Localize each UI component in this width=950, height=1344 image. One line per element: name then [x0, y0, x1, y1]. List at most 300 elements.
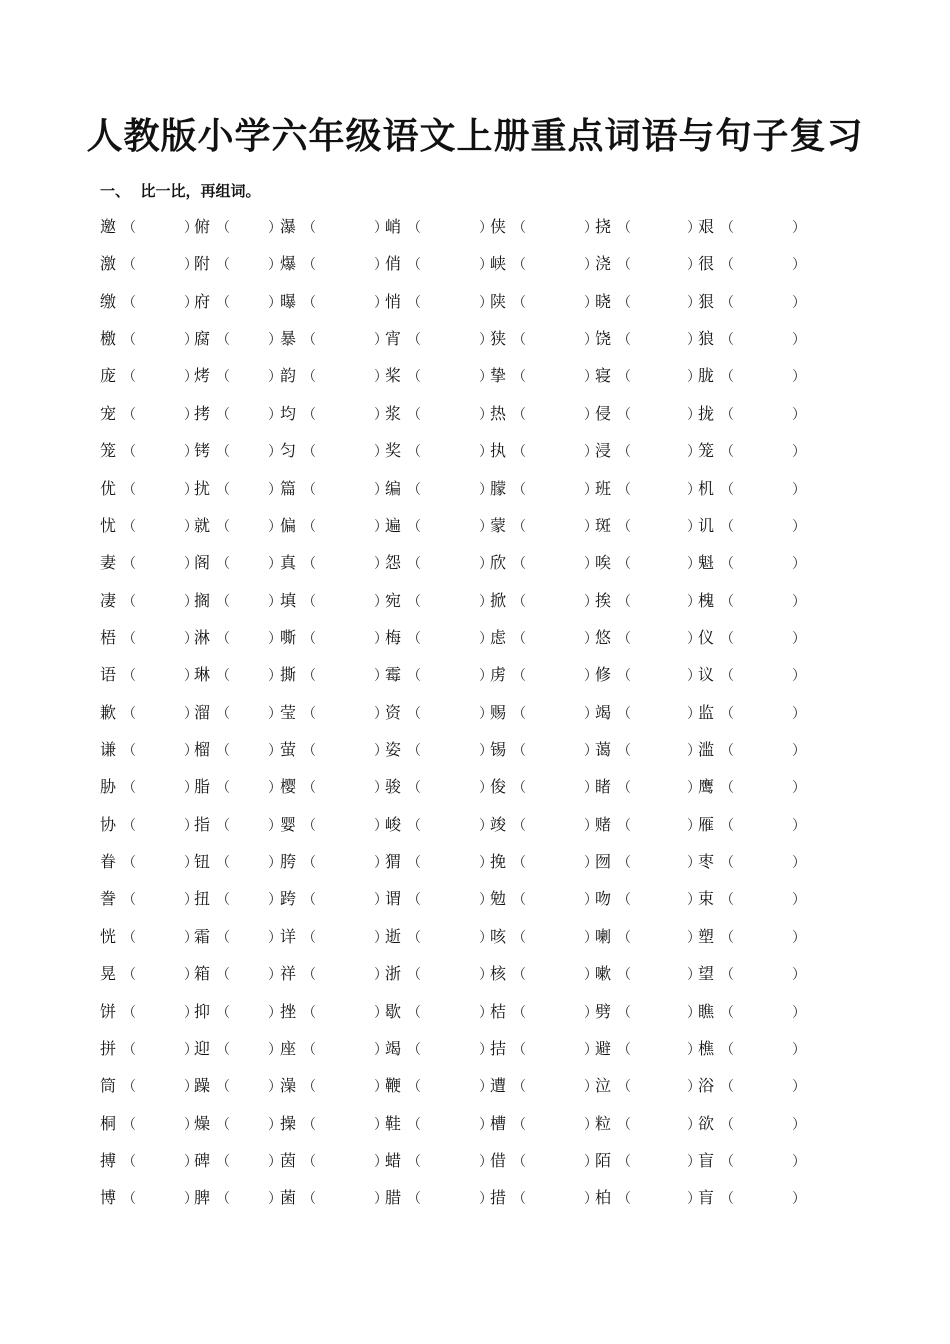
open-paren: （	[617, 518, 631, 535]
character: 鞭	[385, 1076, 402, 1096]
open-paren: （	[617, 257, 631, 274]
word-cell	[698, 363, 806, 389]
word-cell	[280, 849, 388, 875]
word-cell	[100, 401, 198, 427]
character: 偏	[280, 515, 297, 535]
close-paren: ）	[687, 967, 701, 984]
open-paren: （	[720, 556, 734, 573]
open-paren: （	[122, 1079, 136, 1096]
close-paren: ）	[792, 1004, 806, 1021]
section-heading: 一、 比一比，再组词。	[100, 182, 261, 200]
character: 就	[194, 515, 211, 535]
character: 协	[100, 814, 117, 834]
word-cell	[490, 1148, 598, 1174]
close-paren: ）	[374, 1116, 388, 1133]
character: 霉	[385, 665, 402, 685]
open-paren: （	[407, 518, 421, 535]
character: 遭	[490, 1076, 507, 1096]
open-paren: （	[122, 444, 136, 461]
open-paren: （	[512, 1041, 526, 1058]
open-paren: （	[720, 481, 734, 498]
character: 激	[100, 254, 117, 274]
character: 槽	[490, 1113, 507, 1133]
character: 歇	[385, 1001, 402, 1021]
open-paren: （	[512, 257, 526, 274]
open-paren: （	[122, 929, 136, 946]
open-paren: （	[617, 332, 631, 349]
close-paren: ）	[792, 332, 806, 349]
character: 钮	[194, 852, 211, 872]
close-paren: ）	[687, 705, 701, 722]
character: 奖	[385, 441, 402, 461]
character: 盲	[698, 1150, 715, 1170]
word-cell	[385, 289, 493, 315]
character: 语	[100, 665, 117, 685]
open-paren: （	[512, 929, 526, 946]
close-paren: ）	[184, 481, 198, 498]
character: 滥	[698, 740, 715, 760]
open-paren: （	[617, 444, 631, 461]
word-cell	[100, 214, 198, 240]
close-paren: ）	[479, 929, 493, 946]
close-paren: ）	[584, 1191, 598, 1208]
character: 桔	[490, 1001, 507, 1021]
word-cell	[595, 1073, 701, 1099]
close-paren: ）	[268, 406, 282, 423]
word-cell	[194, 476, 282, 502]
close-paren: ）	[268, 892, 282, 909]
character: 吻	[595, 889, 612, 909]
word-row	[100, 251, 820, 288]
close-paren: ）	[184, 1116, 198, 1133]
character: 措	[490, 1188, 507, 1208]
character: 资	[385, 702, 402, 722]
character: 歉	[100, 702, 117, 722]
open-paren: （	[407, 220, 421, 236]
close-paren: ）	[687, 780, 701, 797]
word-cell	[595, 1185, 701, 1211]
character: 曝	[280, 291, 297, 311]
open-paren: （	[302, 294, 316, 311]
character: 柏	[595, 1188, 612, 1208]
close-paren: ）	[584, 1153, 598, 1170]
character: 编	[385, 478, 402, 498]
character: 嘶	[280, 627, 297, 647]
word-row	[100, 1111, 820, 1148]
open-paren: （	[617, 855, 631, 872]
character-comparison-grid	[100, 214, 820, 1223]
word-cell	[385, 737, 493, 763]
word-cell	[280, 961, 388, 987]
open-paren: （	[407, 1041, 421, 1058]
character: 菌	[280, 1188, 297, 1208]
close-paren: ）	[374, 257, 388, 274]
close-paren: ）	[479, 406, 493, 423]
open-paren: （	[720, 1116, 734, 1133]
word-cell	[490, 1185, 598, 1211]
character: 莹	[280, 702, 297, 722]
character: 蜡	[385, 1150, 402, 1170]
word-cell	[385, 1185, 493, 1211]
word-cell	[490, 550, 598, 576]
close-paren: ）	[374, 1079, 388, 1096]
close-paren: ）	[374, 406, 388, 423]
word-cell	[698, 1185, 806, 1211]
open-paren: （	[617, 556, 631, 573]
open-paren: （	[122, 705, 136, 722]
open-paren: （	[720, 220, 734, 236]
open-paren: （	[407, 967, 421, 984]
word-cell	[280, 251, 388, 277]
close-paren: ）	[584, 294, 598, 311]
close-paren: ）	[374, 705, 388, 722]
close-paren: ）	[584, 1041, 598, 1058]
open-paren: （	[617, 929, 631, 946]
close-paren: ）	[687, 929, 701, 946]
open-paren: （	[617, 705, 631, 722]
open-paren: （	[720, 892, 734, 909]
character: 暴	[280, 329, 297, 349]
word-cell	[194, 1148, 282, 1174]
close-paren: ）	[268, 967, 282, 984]
word-cell	[595, 662, 701, 688]
close-paren: ）	[184, 1079, 198, 1096]
open-paren: （	[407, 1191, 421, 1208]
open-paren: （	[122, 817, 136, 834]
close-paren: ）	[268, 630, 282, 647]
word-cell	[280, 513, 388, 539]
close-paren: ）	[184, 630, 198, 647]
open-paren: （	[617, 1191, 631, 1208]
word-cell	[280, 886, 388, 912]
open-paren: （	[302, 593, 316, 610]
character: 议	[698, 665, 715, 685]
close-paren: ）	[687, 294, 701, 311]
close-paren: ）	[687, 332, 701, 349]
close-paren: ）	[479, 1153, 493, 1170]
close-paren: ）	[792, 630, 806, 647]
word-cell	[385, 438, 493, 464]
close-paren: ）	[584, 705, 598, 722]
close-paren: ）	[584, 967, 598, 984]
open-paren: （	[302, 855, 316, 872]
character: 讥	[698, 515, 715, 535]
character: 赐	[490, 702, 507, 722]
close-paren: ）	[374, 220, 388, 236]
close-paren: ）	[584, 257, 598, 274]
word-row	[100, 438, 820, 475]
close-paren: ）	[374, 743, 388, 760]
character: 魁	[698, 553, 715, 573]
open-paren: （	[512, 518, 526, 535]
character: 拢	[698, 403, 715, 423]
word-cell	[490, 924, 598, 950]
open-paren: （	[720, 332, 734, 349]
close-paren: ）	[687, 481, 701, 498]
character: 庞	[100, 366, 117, 386]
open-paren: （	[407, 556, 421, 573]
close-paren: ）	[184, 444, 198, 461]
word-cell	[490, 326, 598, 352]
character: 腐	[194, 329, 211, 349]
character: 晓	[595, 291, 612, 311]
open-paren: （	[512, 593, 526, 610]
close-paren: ）	[479, 1004, 493, 1021]
open-paren: （	[216, 1153, 230, 1170]
open-paren: （	[512, 1004, 526, 1021]
open-paren: （	[720, 1191, 734, 1208]
open-paren: （	[512, 1191, 526, 1208]
word-cell	[385, 961, 493, 987]
character: 箱	[194, 964, 211, 984]
close-paren: ）	[687, 220, 701, 236]
character: 斑	[595, 515, 612, 535]
close-paren: ）	[268, 1079, 282, 1096]
close-paren: ）	[184, 220, 198, 236]
word-cell	[490, 289, 598, 315]
open-paren: （	[512, 705, 526, 722]
close-paren: ）	[479, 817, 493, 834]
open-paren: （	[122, 780, 136, 797]
character: 逝	[385, 926, 402, 946]
word-cell	[100, 476, 198, 502]
close-paren: ）	[792, 481, 806, 498]
word-cell	[194, 662, 282, 688]
open-paren: （	[122, 257, 136, 274]
open-paren: （	[720, 1079, 734, 1096]
character: 筒	[100, 1076, 117, 1096]
close-paren: ）	[584, 817, 598, 834]
open-paren: （	[407, 780, 421, 797]
character: 晃	[100, 964, 117, 984]
word-cell	[595, 363, 701, 389]
character: 搏	[100, 1150, 117, 1170]
close-paren: ）	[792, 967, 806, 984]
word-cell	[385, 625, 493, 651]
character: 填	[280, 590, 297, 610]
word-cell	[698, 438, 806, 464]
open-paren: （	[122, 332, 136, 349]
word-cell	[194, 1111, 282, 1137]
character: 阁	[194, 553, 211, 573]
character: 竭	[595, 702, 612, 722]
character: 博	[100, 1188, 117, 1208]
close-paren: ）	[184, 593, 198, 610]
close-paren: ）	[584, 444, 598, 461]
close-paren: ）	[584, 892, 598, 909]
word-cell	[280, 550, 388, 576]
word-cell	[385, 999, 493, 1025]
word-cell	[100, 1036, 198, 1062]
character: 浸	[595, 441, 612, 461]
character: 琳	[194, 665, 211, 685]
character: 脾	[194, 1188, 211, 1208]
word-cell	[698, 1111, 806, 1137]
close-paren: ）	[687, 1004, 701, 1021]
open-paren: （	[302, 332, 316, 349]
word-cell	[194, 924, 282, 950]
open-paren: （	[512, 220, 526, 236]
open-paren: （	[216, 1004, 230, 1021]
word-cell	[595, 961, 701, 987]
open-paren: （	[720, 294, 734, 311]
word-row	[100, 1148, 820, 1185]
character: 扰	[194, 478, 211, 498]
character: 拼	[100, 1038, 117, 1058]
character: 俊	[490, 777, 507, 797]
close-paren: ）	[479, 1191, 493, 1208]
word-cell	[698, 513, 806, 539]
close-paren: ）	[268, 1041, 282, 1058]
close-paren: ）	[687, 668, 701, 685]
open-paren: （	[617, 780, 631, 797]
word-cell	[100, 662, 198, 688]
close-paren: ）	[268, 1153, 282, 1170]
close-paren: ）	[792, 444, 806, 461]
close-paren: ）	[792, 1116, 806, 1133]
close-paren: ）	[687, 1041, 701, 1058]
character: 欲	[698, 1113, 715, 1133]
character: 唉	[595, 553, 612, 573]
open-paren: （	[617, 817, 631, 834]
close-paren: ）	[792, 1079, 806, 1096]
word-cell	[194, 513, 282, 539]
open-paren: （	[216, 444, 230, 461]
word-row	[100, 1185, 820, 1222]
word-cell	[698, 401, 806, 427]
character: 喇	[595, 926, 612, 946]
open-paren: （	[407, 630, 421, 647]
character: 挚	[490, 366, 507, 386]
close-paren: ）	[584, 780, 598, 797]
open-paren: （	[720, 705, 734, 722]
word-cell	[280, 774, 388, 800]
word-cell	[280, 924, 388, 950]
character: 谓	[385, 889, 402, 909]
close-paren: ）	[374, 332, 388, 349]
character: 腊	[385, 1188, 402, 1208]
open-paren: （	[122, 518, 136, 535]
character: 烤	[194, 366, 211, 386]
open-paren: （	[720, 1004, 734, 1021]
word-cell	[280, 737, 388, 763]
close-paren: ）	[792, 929, 806, 946]
close-paren: ）	[584, 855, 598, 872]
character: 澡	[280, 1076, 297, 1096]
word-cell	[194, 401, 282, 427]
close-paren: ）	[374, 593, 388, 610]
open-paren: （	[302, 1191, 316, 1208]
word-cell	[595, 849, 701, 875]
word-cell	[698, 849, 806, 875]
open-paren: （	[617, 593, 631, 610]
close-paren: ）	[268, 369, 282, 386]
word-cell	[280, 1036, 388, 1062]
character: 凄	[100, 590, 117, 610]
close-paren: ）	[184, 257, 198, 274]
word-cell	[194, 326, 282, 352]
close-paren: ）	[479, 257, 493, 274]
open-paren: （	[512, 630, 526, 647]
character: 侵	[595, 403, 612, 423]
word-cell	[490, 961, 598, 987]
character: 匀	[280, 441, 297, 461]
character: 班	[595, 478, 612, 498]
word-cell	[595, 214, 701, 240]
word-cell	[194, 550, 282, 576]
open-paren: （	[720, 929, 734, 946]
word-cell	[698, 550, 806, 576]
close-paren: ）	[268, 743, 282, 760]
word-cell	[280, 363, 388, 389]
character: 萤	[280, 740, 297, 760]
word-cell	[100, 999, 198, 1025]
open-paren: （	[122, 1191, 136, 1208]
word-cell	[280, 625, 388, 651]
close-paren: ）	[687, 1079, 701, 1096]
word-cell	[100, 849, 198, 875]
word-cell	[280, 476, 388, 502]
character: 桐	[100, 1113, 117, 1133]
open-paren: （	[302, 705, 316, 722]
close-paren: ）	[687, 444, 701, 461]
character: 梧	[100, 627, 117, 647]
open-paren: （	[407, 705, 421, 722]
close-paren: ）	[374, 668, 388, 685]
word-cell	[280, 1148, 388, 1174]
word-cell	[490, 812, 598, 838]
character: 怨	[385, 553, 402, 573]
word-cell	[100, 550, 198, 576]
word-cell	[194, 1185, 282, 1211]
close-paren: ）	[479, 705, 493, 722]
word-cell	[100, 886, 198, 912]
word-cell	[490, 513, 598, 539]
open-paren: （	[512, 743, 526, 760]
close-paren: ）	[374, 1191, 388, 1208]
close-paren: ）	[268, 1116, 282, 1133]
open-paren: （	[407, 1004, 421, 1021]
word-cell	[490, 588, 598, 614]
word-row	[100, 700, 820, 737]
close-paren: ）	[479, 967, 493, 984]
character: 很	[698, 254, 715, 274]
close-paren: ）	[268, 855, 282, 872]
close-paren: ）	[184, 892, 198, 909]
character: 竣	[490, 814, 507, 834]
close-paren: ）	[374, 855, 388, 872]
close-paren: ）	[792, 294, 806, 311]
open-paren: （	[302, 892, 316, 909]
close-paren: ）	[374, 556, 388, 573]
open-paren: （	[216, 855, 230, 872]
close-paren: ）	[268, 929, 282, 946]
open-paren: （	[720, 668, 734, 685]
character: 修	[595, 665, 612, 685]
word-cell	[194, 214, 282, 240]
word-cell	[698, 812, 806, 838]
open-paren: （	[720, 257, 734, 274]
character: 胁	[100, 777, 117, 797]
close-paren: ）	[268, 518, 282, 535]
close-paren: ）	[479, 369, 493, 386]
character: 姿	[385, 740, 402, 760]
character: 脂	[194, 777, 211, 797]
character: 躁	[194, 1076, 211, 1096]
close-paren: ）	[584, 369, 598, 386]
close-paren: ）	[268, 257, 282, 274]
close-paren: ）	[268, 817, 282, 834]
